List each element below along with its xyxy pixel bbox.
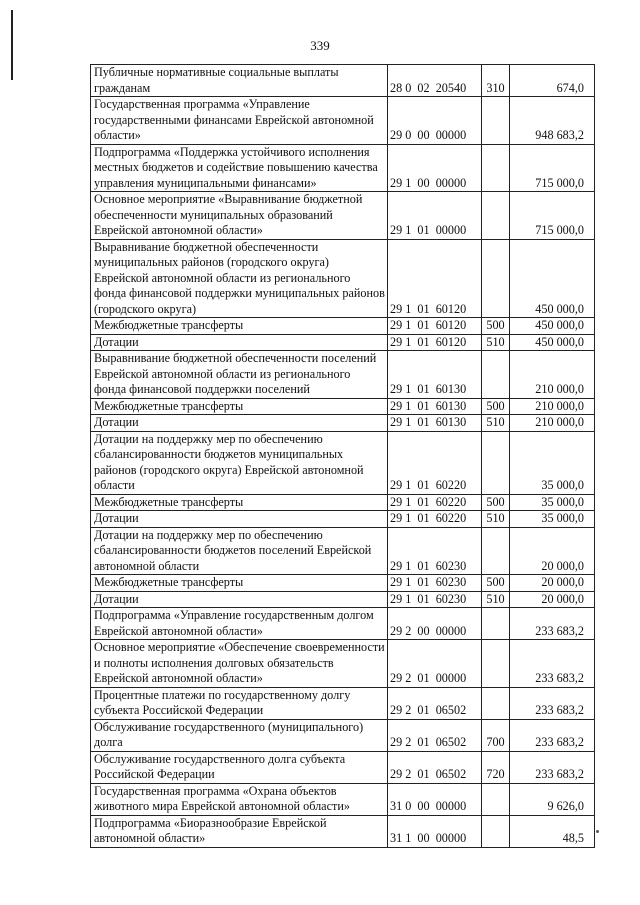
row-amount: 233 683,2 — [510, 608, 595, 640]
row-code: 29 1 01 60230 — [388, 591, 482, 608]
table-row — [91, 415, 595, 432]
row-code: 29 1 01 60120 — [388, 239, 482, 318]
table-row — [91, 719, 595, 751]
table-row — [91, 751, 595, 783]
row-vr — [482, 144, 510, 192]
table-row — [91, 608, 595, 640]
row-vr: 500 — [482, 494, 510, 511]
table-row — [91, 640, 595, 688]
row-name: Основное мероприятие «Выравнивание бюджетной обеспеченности муниципальных образований Еврейской автономной области» — [91, 192, 388, 240]
table-row — [91, 575, 595, 592]
row-vr — [482, 815, 510, 847]
table-row — [91, 144, 595, 192]
row-vr — [482, 640, 510, 688]
row-code: 29 1 01 60220 — [388, 511, 482, 528]
row-code: 29 2 00 00000 — [388, 608, 482, 640]
row-amount: 233 683,2 — [510, 640, 595, 688]
row-name: Основное мероприятие «Обеспечение своевременности и полноты исполнения долговых обязательств Еврейской автономной области» — [91, 640, 388, 688]
budget-table — [90, 64, 595, 848]
row-code: 29 0 00 00000 — [388, 97, 482, 145]
row-code: 29 1 01 60120 — [388, 318, 482, 335]
row-amount: 715 000,0 — [510, 144, 595, 192]
row-name: Дотации — [91, 334, 388, 351]
row-amount: 35 000,0 — [510, 511, 595, 528]
row-name: Выравнивание бюджетной обеспеченности муниципальных районов (городского округа) Еврейской автономной области из регионального фонда финансовой поддержки муниципальных районов (городского округа) — [91, 239, 388, 318]
row-name: Дотации — [91, 415, 388, 432]
row-vr: 510 — [482, 334, 510, 351]
row-name: Подпрограмма «Поддержка устойчивого исполнения местных бюджетов и содействие повышению качества управления муниципальными финансами» — [91, 144, 388, 192]
table-row — [91, 431, 595, 494]
table-row — [91, 334, 595, 351]
row-amount: 715 000,0 — [510, 192, 595, 240]
row-vr — [482, 351, 510, 399]
row-amount: 450 000,0 — [510, 239, 595, 318]
table-row — [91, 351, 595, 399]
row-code: 29 1 01 60130 — [388, 351, 482, 399]
row-name: Подпрограмма «Биоразнообразие Еврейской автономной области» — [91, 815, 388, 847]
row-code: 29 2 01 06502 — [388, 719, 482, 751]
row-name: Обслуживание государственного долга субъекта Российской Федерации — [91, 751, 388, 783]
row-code: 31 1 00 00000 — [388, 815, 482, 847]
budget-table-body — [91, 65, 595, 848]
row-code: 29 1 01 60120 — [388, 334, 482, 351]
table-row — [91, 687, 595, 719]
row-amount: 210 000,0 — [510, 351, 595, 399]
page-number: 339 — [310, 38, 330, 53]
row-code: 29 2 01 00000 — [388, 640, 482, 688]
row-amount: 210 000,0 — [510, 398, 595, 415]
row-name: Подпрограмма «Управление государственным долгом Еврейской автономной области» — [91, 608, 388, 640]
row-name: Выравнивание бюджетной обеспеченности поселений Еврейской автономной области из регионального фонда финансовой поддержки поселений — [91, 351, 388, 399]
table-row — [91, 65, 595, 97]
table-row — [91, 783, 595, 815]
row-code: 29 1 01 60230 — [388, 575, 482, 592]
row-vr — [482, 239, 510, 318]
scan-dot — [596, 830, 599, 833]
row-vr — [482, 431, 510, 494]
row-amount: 450 000,0 — [510, 334, 595, 351]
row-name: Дотации на поддержку мер по обеспечению сбалансированности бюджетов муниципальных районов (городского округа) Еврейской автономной области — [91, 431, 388, 494]
row-vr: 510 — [482, 591, 510, 608]
row-vr — [482, 97, 510, 145]
row-vr: 700 — [482, 719, 510, 751]
row-vr: 500 — [482, 575, 510, 592]
row-name: Государственная программа «Охрана объектов животного мира Еврейской автономной области» — [91, 783, 388, 815]
row-amount: 20 000,0 — [510, 527, 595, 575]
row-vr — [482, 783, 510, 815]
row-name: Процентные платежи по государственному долгу субъекта Российской Федерации — [91, 687, 388, 719]
row-code: 29 1 01 60230 — [388, 527, 482, 575]
row-code: 29 1 01 60220 — [388, 431, 482, 494]
row-vr: 720 — [482, 751, 510, 783]
row-amount: 35 000,0 — [510, 494, 595, 511]
row-code: 29 1 01 60130 — [388, 415, 482, 432]
row-amount: 210 000,0 — [510, 415, 595, 432]
row-amount: 20 000,0 — [510, 591, 595, 608]
row-code: 31 0 00 00000 — [388, 783, 482, 815]
row-amount: 948 683,2 — [510, 97, 595, 145]
table-row — [91, 398, 595, 415]
row-name: Дотации — [91, 591, 388, 608]
row-name: Обслуживание государственного (муниципального) долга — [91, 719, 388, 751]
row-vr — [482, 192, 510, 240]
row-vr: 510 — [482, 415, 510, 432]
table-row — [91, 239, 595, 318]
row-vr: 500 — [482, 398, 510, 415]
row-name: Государственная программа «Управление государственными финансами Еврейской автономной области» — [91, 97, 388, 145]
row-amount: 450 000,0 — [510, 318, 595, 335]
row-code: 29 2 01 06502 — [388, 687, 482, 719]
row-name: Межбюджетные трансферты — [91, 494, 388, 511]
row-name: Межбюджетные трансферты — [91, 398, 388, 415]
table-row — [91, 318, 595, 335]
row-vr: 510 — [482, 511, 510, 528]
row-amount: 20 000,0 — [510, 575, 595, 592]
row-amount: 674,0 — [510, 65, 595, 97]
row-name: Межбюджетные трансферты — [91, 575, 388, 592]
table-row — [91, 97, 595, 145]
row-code: 28 0 02 20540 — [388, 65, 482, 97]
row-name: Публичные нормативные социальные выплаты гражданам — [91, 65, 388, 97]
row-vr: 500 — [482, 318, 510, 335]
table-row — [91, 511, 595, 528]
row-code: 29 1 01 60130 — [388, 398, 482, 415]
row-code: 29 1 00 00000 — [388, 144, 482, 192]
row-code: 29 1 01 00000 — [388, 192, 482, 240]
row-vr: 310 — [482, 65, 510, 97]
row-amount: 233 683,2 — [510, 719, 595, 751]
row-amount: 233 683,2 — [510, 687, 595, 719]
table-row — [91, 527, 595, 575]
row-amount: 233 683,2 — [510, 751, 595, 783]
row-amount: 48,5 — [510, 815, 595, 847]
row-vr — [482, 608, 510, 640]
table-row — [91, 192, 595, 240]
row-name: Дотации на поддержку мер по обеспечению сбалансированности бюджетов поселений Еврейской автономной области — [91, 527, 388, 575]
row-code: 29 2 01 06502 — [388, 751, 482, 783]
table-row — [91, 494, 595, 511]
row-name: Межбюджетные трансферты — [91, 318, 388, 335]
row-amount: 35 000,0 — [510, 431, 595, 494]
row-name: Дотации — [91, 511, 388, 528]
table-row — [91, 815, 595, 847]
row-code: 29 1 01 60220 — [388, 494, 482, 511]
row-vr — [482, 527, 510, 575]
row-amount: 9 626,0 — [510, 783, 595, 815]
row-vr — [482, 687, 510, 719]
table-row — [91, 591, 595, 608]
